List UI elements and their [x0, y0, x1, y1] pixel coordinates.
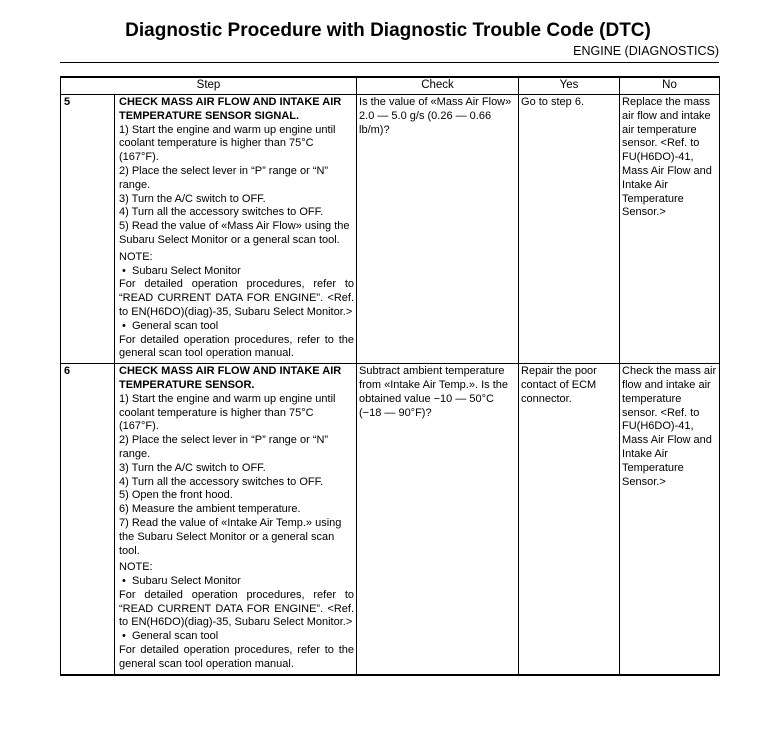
bullet-dot-icon: • — [122, 264, 126, 277]
step-line: 5) Open the front hood. — [119, 489, 233, 502]
table-row — [61, 95, 720, 364]
bullet-label: General scan tool — [132, 630, 219, 643]
note-bullet — [119, 575, 354, 589]
header-yes: Yes — [519, 77, 620, 95]
note-label: NOTE: — [119, 250, 153, 263]
step-cell — [115, 364, 357, 675]
step-line: 6) Measure the ambient temperature. — [119, 503, 301, 516]
bullet-label: Subaru Select Monitor — [132, 575, 241, 588]
note-text: For detailed operation procedures, refer to the general scan tool operation manual. — [119, 333, 355, 360]
step-line: 1) Start the engine and warm up engine until coolant temperature is higher than 75°C (167°F). — [119, 123, 336, 164]
step-cell — [115, 95, 357, 364]
no-cell: Replace the mass air flow and intake air temperature sensor. <Ref. to FU(H6DO)-41, Mass Air Flow and Intake Air Temperature Sensor.> — [620, 95, 720, 364]
note-text: For detailed operation procedures, refer to “READ CURRENT DATA FOR ENGINE”. <Ref. to EN(H6DO)(diag)-35, Subaru Select Monitor.> — [119, 588, 355, 629]
bullet-label: General scan tool — [132, 319, 219, 332]
note-text: For detailed operation procedures, refer to “READ CURRENT DATA FOR ENGINE”. <Ref. to EN(H6DO)(diag)-35, Subaru Select Monitor.> — [119, 278, 355, 318]
step-number: 5 — [61, 95, 115, 364]
step-title: CHECK MASS AIR FLOW AND INTAKE AIR TEMPERATURE SENSOR SIGNAL. — [119, 96, 342, 122]
note-bullet — [119, 630, 354, 644]
bullet-dot-icon: • — [122, 575, 126, 588]
bullet-dot-icon: • — [122, 630, 126, 643]
note-label: NOTE: — [119, 561, 153, 574]
note-bullet — [119, 265, 354, 279]
header-check: Check — [357, 77, 519, 95]
section-label: ENGINE (DIAGNOSTICS) — [573, 44, 719, 58]
page-title: Diagnostic Procedure with Diagnostic Trouble Code (DTC) — [125, 20, 651, 41]
bullet-dot-icon: • — [122, 319, 126, 332]
table-header-row — [61, 77, 720, 95]
step-line: 1) Start the engine and warm up engine until coolant temperature is higher than 75°C (167°F). — [119, 392, 336, 433]
yes-cell: Go to step 6. — [519, 95, 620, 364]
note-bullet — [119, 320, 354, 334]
step-line: 3) Turn the A/C switch to OFF. — [119, 461, 266, 474]
header-no: No — [620, 77, 720, 95]
table-row — [61, 364, 720, 675]
yes-cell: Repair the poor contact of ECM connector. — [519, 364, 620, 675]
step-line: 5) Read the value of «Mass Air Flow» using the Subaru Select Monitor or a general scan tool. — [119, 220, 350, 246]
step-line: 7) Read the value of «Intake Air Temp.» using the Subaru Select Monitor or a general scan tool. — [119, 516, 342, 557]
diagnostic-table — [60, 76, 720, 676]
step-line: 2) Place the select lever in “P” range or “N” range. — [119, 434, 329, 460]
step-line: 3) Turn the A/C switch to OFF. — [119, 192, 266, 205]
no-cell: Check the mass air flow and intake air temperature sensor. <Ref. to FU(H6DO)-41, Mass Air Flow and Intake Air Temperature Sensor.> — [620, 364, 720, 675]
note-text: For detailed operation procedures, refer to the general scan tool operation manual. — [119, 644, 355, 670]
step-title: CHECK MASS AIR FLOW AND INTAKE AIR TEMPERATURE SENSOR. — [119, 365, 342, 391]
header-step: Step — [61, 77, 357, 95]
check-cell: Subtract ambient temperature from «Intake Air Temp.». Is the obtained value −10 — 50°C (−18 — 90°F)? — [357, 364, 519, 675]
step-line: 4) Turn all the accessory switches to OFF. — [119, 206, 324, 219]
step-number: 6 — [61, 364, 115, 675]
header-rule — [60, 62, 719, 63]
step-line: 4) Turn all the accessory switches to OFF. — [119, 475, 324, 488]
step-line: 2) Place the select lever in “P” range or “N” range. — [119, 164, 329, 191]
bullet-label: Subaru Select Monitor — [132, 264, 241, 277]
check-cell: Is the value of «Mass Air Flow» 2.0 — 5.0 g/s (0.26 — 0.66 lb/m)? — [357, 95, 519, 364]
